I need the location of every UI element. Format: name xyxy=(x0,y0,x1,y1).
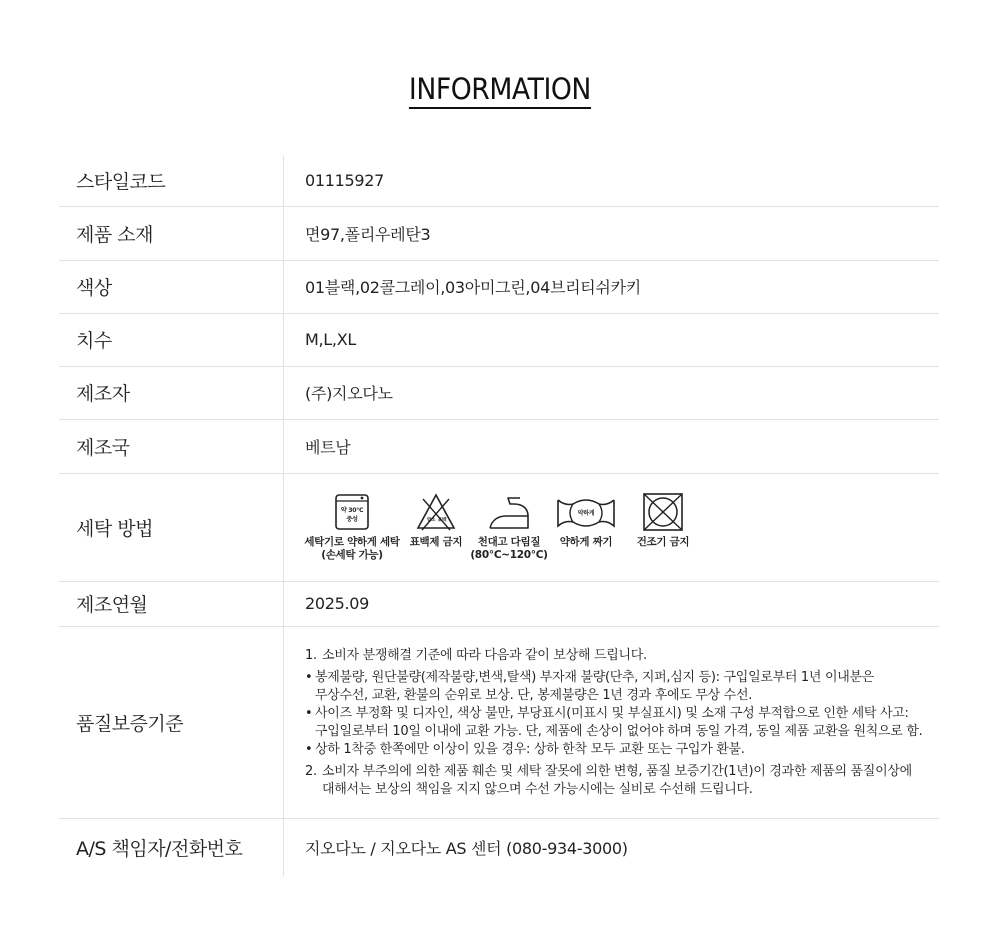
quality-para-1-text: 소비자 분쟁해결 기준에 따라 다음과 같이 보상해 드립니다. xyxy=(322,648,647,663)
care-bleach-line1: 표백제 금지 xyxy=(409,536,463,548)
quality-para-2-line2: 대해서는 보상의 책임을 지지 않으며 수선 가능시에는 실비로 수선해 드립니다. xyxy=(322,782,753,797)
quality-para-1-num: 1. xyxy=(305,648,317,663)
row-country xyxy=(59,419,939,473)
row-size xyxy=(59,313,939,366)
label-quality: 품질보증기준 xyxy=(59,626,284,818)
iron-icon xyxy=(486,492,532,532)
wring-gently-text: 약하게 xyxy=(577,510,595,517)
care-item-bleach xyxy=(405,492,467,549)
page-title: INFORMATION xyxy=(409,72,591,109)
label-style-code: 스타일코드 xyxy=(59,156,284,206)
value-color: 01블랙,02콜그레이,03아미그린,04브리티쉬카키 xyxy=(284,260,940,313)
bullet-dot: • xyxy=(305,670,313,685)
row-wash xyxy=(59,473,939,581)
care-symbols xyxy=(299,492,939,562)
row-quality xyxy=(59,626,939,818)
title-section xyxy=(0,72,1000,109)
row-maker xyxy=(59,366,939,419)
washtub-detergent-text: 중성 xyxy=(346,516,358,523)
quality-bullet-3 xyxy=(305,741,939,759)
row-color xyxy=(59,260,939,313)
quality-bullet-2-line2: 구입일로부터 10일 이내에 교환 가능. 단, 제품에 손상이 없어야 하며 동일 가격, 동일 제품 교환을 원칙으로 함. xyxy=(315,724,923,739)
label-as: A/S 책임자/전화번호 xyxy=(59,818,284,876)
no-tumble-dry-icon xyxy=(641,492,685,532)
quality-bullet-3-line1: 상하 1착중 한쪽에만 이상이 있을 경우: 상하 한착 모두 교환 또는 구입가 환불. xyxy=(315,742,745,757)
label-size: 치수 xyxy=(59,313,284,366)
care-item-dryer xyxy=(621,492,705,549)
care-item-iron xyxy=(467,492,551,562)
value-style-code: 01115927 xyxy=(284,156,940,206)
quality-bullet-1-line1: 봉제불량, 원단불량(제작불량,변색,탈색) 부자재 불량(단추, 지퍼,심지 등): 구입일로부터 1년 이내분은 xyxy=(315,670,875,685)
label-maker: 제조자 xyxy=(59,366,284,419)
value-wash xyxy=(284,473,940,581)
value-size: M,L,XL xyxy=(284,313,940,366)
info-table xyxy=(59,156,939,876)
label-material: 제품 소재 xyxy=(59,206,284,260)
washtub-icon xyxy=(332,492,372,532)
value-as: 지오다노 / 지오다노 AS 센터 (080-934-3000) xyxy=(305,838,628,858)
value-quality xyxy=(284,626,940,818)
label-wash: 세탁 방법 xyxy=(59,473,284,581)
quality-bullet-1 xyxy=(305,669,939,705)
value-material: 면97,폴리우레탄3 xyxy=(284,206,940,260)
quality-text xyxy=(305,645,939,799)
washtub-temp-text: 약 30°C xyxy=(340,507,364,514)
row-material xyxy=(59,206,939,260)
care-wring-line1: 약하게 짜기 xyxy=(559,536,613,548)
value-country: 베트남 xyxy=(284,419,940,473)
quality-bullet-2-line1: 사이즈 부정확 및 디자인, 색상 불만, 부당표시(미표시 및 부실표시) 및 소재 구성 부적합으로 인한 세탁 사고: xyxy=(315,706,909,721)
label-color: 색상 xyxy=(59,260,284,313)
quality-bullet-1-line2: 무상수선, 교환, 환불의 순위로 보상. 단, 봉제불량은 1년 경과 후에도 무상 수선. xyxy=(315,688,753,703)
bleach-bleach-text: 표백 xyxy=(437,518,447,523)
value-maker: (주)지오다노 xyxy=(284,366,940,419)
quality-para-2-line1: 소비자 부주의에 의한 제품 훼손 및 세탁 잘못에 의한 변형, 품질 보증기간(1년)이 경과한 제품의 품질이상에 xyxy=(322,764,912,779)
bullet-dot: • xyxy=(305,742,313,757)
bullet-dot: • xyxy=(305,706,313,721)
quality-para-2 xyxy=(305,763,939,799)
care-wash-line1: 세탁기로 약하게 세탁 xyxy=(304,536,400,548)
label-country: 제조국 xyxy=(59,419,284,473)
row-style-code xyxy=(59,156,939,206)
care-item-wash xyxy=(299,492,405,562)
row-date xyxy=(59,581,939,626)
care-wash-line2: (손세탁 가능) xyxy=(321,549,383,561)
quality-para-1 xyxy=(305,647,939,665)
care-dryer-line1: 건조기 금지 xyxy=(636,536,690,548)
wring-icon xyxy=(555,492,617,532)
row-as xyxy=(59,818,939,876)
care-iron-line1: 천대고 다림질 xyxy=(477,536,541,548)
quality-para-2-num: 2. xyxy=(305,764,317,779)
care-iron-line2: (80℃~120℃) xyxy=(470,549,548,561)
label-date: 제조연월 xyxy=(59,581,284,626)
quality-bullet-2 xyxy=(305,705,939,741)
bleach-chlorine-text: 염소 xyxy=(426,518,436,523)
care-item-wring xyxy=(551,492,621,549)
value-date: 2025.09 xyxy=(284,581,940,626)
no-bleach-icon xyxy=(415,492,457,532)
